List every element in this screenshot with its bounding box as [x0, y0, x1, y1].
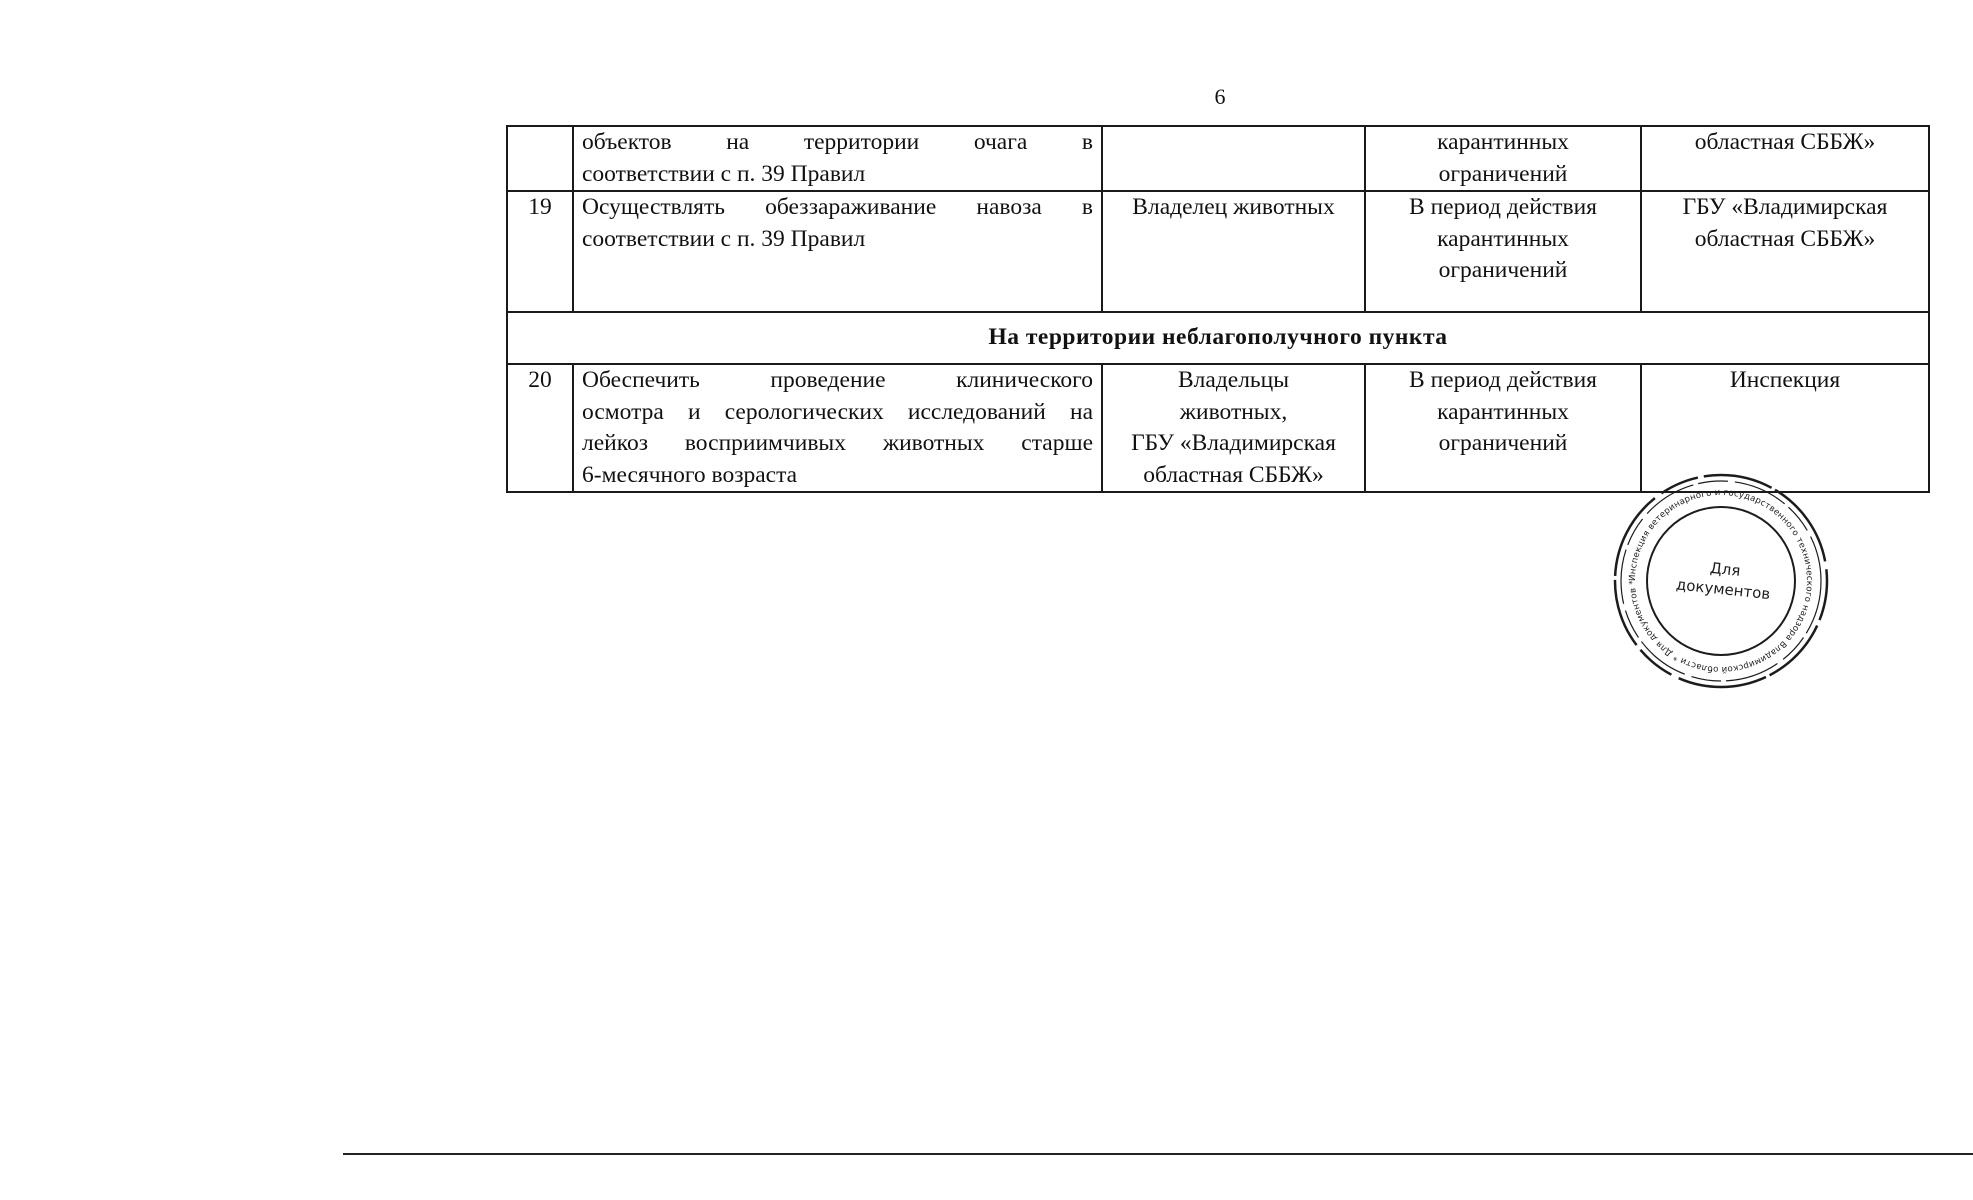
page-number: 6: [1214, 84, 1226, 109]
stamp-center-line-2: документов: [1675, 575, 1772, 604]
action-line: лейкоз восприимчивых животных старше: [582, 430, 1093, 456]
row-number-cell: [507, 126, 573, 191]
executor-line: Инспекция: [1729, 367, 1841, 393]
action-cell: [573, 364, 1102, 492]
action-line: 6-месячного возраста: [582, 461, 798, 488]
action-line: Осуществлять обеззараживание навоза в: [582, 194, 1093, 220]
footer-rule: [343, 1153, 1973, 1155]
executor-line: областная СББЖ»: [1694, 225, 1876, 252]
executor-cell: [1641, 191, 1929, 312]
table-row: [507, 191, 1929, 312]
term-cell: [1365, 364, 1641, 492]
row-number-cell: 20: [507, 364, 573, 492]
stamp-ring-text: Инспекция ветеринарного и государственного технического надзора Владимирской области * Для документов *: [1627, 487, 1815, 675]
action-line: Обеспечить проведение клинического: [582, 367, 1093, 393]
action-line: соответствии с п. 39 Правил: [582, 160, 866, 187]
term-line: ограничений: [1438, 257, 1568, 283]
term-line: карантинных: [1437, 398, 1569, 425]
table-row: [507, 126, 1929, 191]
official-stamp: [1610, 470, 1832, 692]
responsible-cell: [1102, 364, 1365, 492]
measures-table: [506, 125, 1930, 493]
responsible-line: Владелец животных: [1132, 194, 1335, 220]
action-line: соответствии с п. 39 Правил: [582, 225, 866, 252]
executor-line: областная СББЖ»: [1694, 129, 1876, 155]
responsible-line: областная СББЖ»: [1143, 461, 1324, 488]
term-line: ограничений: [1438, 430, 1568, 456]
executor-cell: [1641, 126, 1929, 191]
section-heading: На территории неблагополучного пункта: [507, 312, 1929, 364]
term-cell: [1365, 126, 1641, 191]
action-cell: [573, 191, 1102, 312]
executor-line: ГБУ «Владимирская: [1682, 194, 1888, 220]
term-cell: [1365, 191, 1641, 312]
term-line: карантинных: [1437, 225, 1569, 252]
responsible-cell: [1102, 191, 1365, 312]
term-line: ограничений: [1438, 160, 1568, 187]
responsible-line: ГБУ «Владимирская: [1131, 430, 1336, 456]
row-number-cell: 19: [507, 191, 573, 312]
responsible-line: Владельцы: [1177, 367, 1290, 393]
action-line: осмотра и серологических исследований на: [582, 398, 1093, 425]
term-line: В период действия: [1409, 194, 1597, 220]
responsible-cell: [1102, 126, 1365, 191]
stamp-center-line-1: Для: [1709, 558, 1742, 580]
action-line: объектов на территории очага в: [582, 129, 1093, 155]
responsible-line: животных,: [1179, 398, 1288, 425]
action-cell: [573, 126, 1102, 191]
term-line: карантинных: [1437, 129, 1569, 155]
term-line: В период действия: [1409, 367, 1597, 393]
section-row: [507, 312, 1929, 364]
